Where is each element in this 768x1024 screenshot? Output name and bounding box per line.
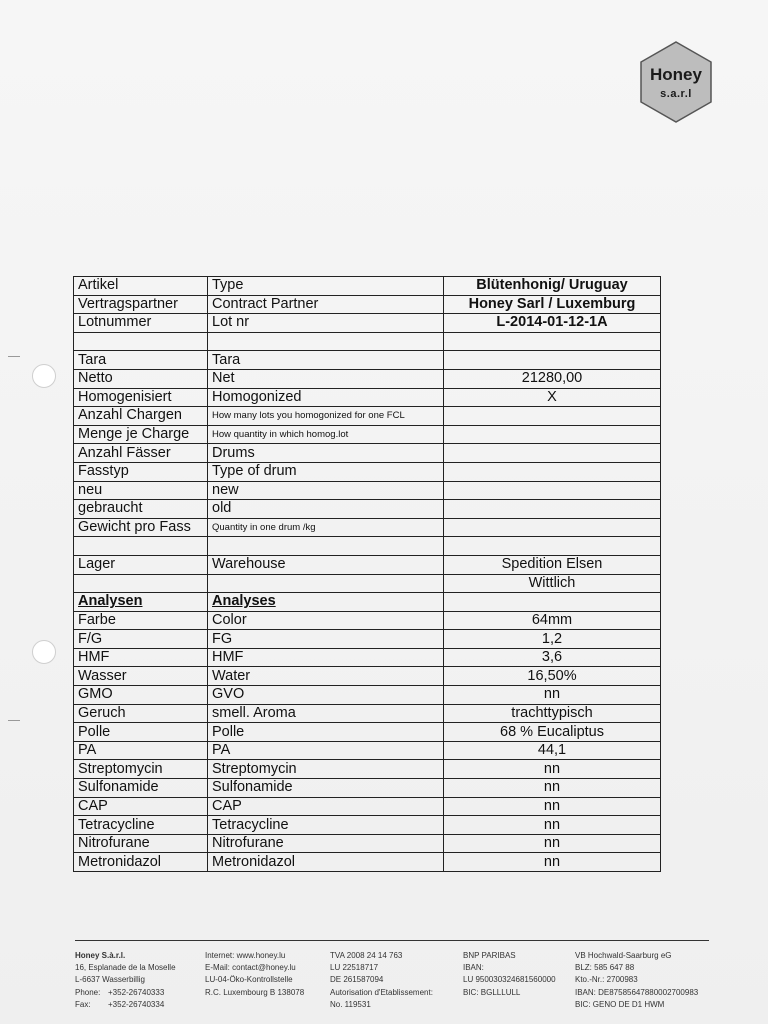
table-row: [74, 277, 661, 296]
table-row: [74, 760, 661, 779]
english-label-cell: Net: [208, 369, 444, 388]
table-row: [74, 407, 661, 426]
de-vat-line: DE 261587094: [330, 975, 384, 985]
spec-table-body: [74, 277, 661, 872]
value-cell: [444, 425, 661, 444]
product-spec-table: [73, 276, 661, 872]
german-label-cell: neu: [74, 481, 208, 500]
value-cell: [444, 351, 661, 370]
german-label-cell: GMO: [74, 686, 208, 705]
german-label-cell: Tetracycline: [74, 816, 208, 835]
table-row: [74, 797, 661, 816]
value-cell: X: [444, 388, 661, 407]
email-line: E-Mail: contact@honey.lu: [205, 963, 296, 973]
german-label-cell: Fasstyp: [74, 462, 208, 481]
fax-number: +352-26740334: [108, 999, 165, 1009]
value-cell: [444, 481, 661, 500]
company-address-line2: L-6637 Wasserbillig: [75, 975, 145, 985]
table-row: [74, 574, 661, 593]
company-address-line1: 16, Esplanade de la Moselle: [75, 963, 176, 973]
english-label-cell: Nitrofurane: [208, 834, 444, 853]
german-label-cell: Lager: [74, 555, 208, 574]
value-cell: nn: [444, 797, 661, 816]
german-label-cell: Vertragspartner: [74, 295, 208, 314]
english-label-cell: CAP: [208, 797, 444, 816]
authorisation-line: Autorisation d'Etablissement:: [330, 987, 433, 997]
english-label-cell: Warehouse: [208, 555, 444, 574]
table-row: [74, 351, 661, 370]
german-label-cell: CAP: [74, 797, 208, 816]
english-label-cell: How many lots you homogonized for one FCL: [208, 407, 444, 426]
table-row: [74, 779, 661, 798]
german-label-cell: Gewicht pro Fass: [74, 518, 208, 537]
german-label-cell: Metronidazol: [74, 853, 208, 872]
value-cell: [444, 407, 661, 426]
german-label-cell: Lotnummer: [74, 314, 208, 333]
english-label-cell: [208, 574, 444, 593]
rc-line: R.C. Luxembourg B 138078: [205, 987, 305, 997]
bank1-bic: BIC: BGLLLULL: [463, 987, 521, 997]
table-row: [74, 369, 661, 388]
english-label-cell: Water: [208, 667, 444, 686]
value-cell: [444, 332, 661, 351]
german-label-cell: HMF: [74, 648, 208, 667]
table-row: [74, 332, 661, 351]
german-label-cell: Sulfonamide: [74, 779, 208, 798]
table-row: [74, 500, 661, 519]
value-cell: [444, 593, 661, 612]
table-row: [74, 295, 661, 314]
english-label-cell: [208, 537, 444, 556]
english-label-cell: Sulfonamide: [208, 779, 444, 798]
table-row: [74, 630, 661, 649]
bank2-kto: Kto.-Nr.: 2700983: [575, 975, 638, 985]
english-label-cell: FG: [208, 630, 444, 649]
table-row: [74, 853, 661, 872]
german-label-cell: Menge je Charge: [74, 425, 208, 444]
english-label-cell: Metronidazol: [208, 853, 444, 872]
value-cell: 16,50%: [444, 667, 661, 686]
value-cell: nn: [444, 853, 661, 872]
footer-legal: [330, 950, 433, 1011]
footer-divider: [75, 940, 709, 941]
company-fax: [75, 999, 176, 1011]
footer-bank-bnp: [463, 950, 556, 999]
english-label-cell: How quantity in which homog.lot: [208, 425, 444, 444]
german-label-cell: Anzahl Chargen: [74, 407, 208, 426]
english-label-cell: Tara: [208, 351, 444, 370]
table-row: [74, 704, 661, 723]
table-row: [74, 648, 661, 667]
english-label-cell: Streptomycin: [208, 760, 444, 779]
value-cell: nn: [444, 760, 661, 779]
table-row: [74, 388, 661, 407]
english-label-cell: Tetracycline: [208, 816, 444, 835]
fax-label: Fax:: [75, 999, 91, 1009]
german-label-cell: Polle: [74, 723, 208, 742]
table-row: [74, 667, 661, 686]
value-cell: [444, 518, 661, 537]
english-label-cell: HMF: [208, 648, 444, 667]
value-cell: Blütenhonig/ Uruguay: [444, 277, 661, 296]
german-label-cell: Netto: [74, 369, 208, 388]
english-label-cell: Homogonized: [208, 388, 444, 407]
english-label-cell: Polle: [208, 723, 444, 742]
logo-subtitle: s.a.r.l: [660, 88, 692, 100]
german-label-cell: F/G: [74, 630, 208, 649]
table-row: [74, 481, 661, 500]
value-cell: nn: [444, 779, 661, 798]
table-row: [74, 555, 661, 574]
german-label-cell: Farbe: [74, 611, 208, 630]
german-label-cell: Wasser: [74, 667, 208, 686]
english-label-cell: [208, 332, 444, 351]
company-name: Honey S.à.r.l.: [75, 951, 126, 960]
table-row: [74, 816, 661, 835]
bank2-blz: BLZ: 585 647 88: [575, 963, 635, 973]
english-label-cell: smell. Aroma: [208, 704, 444, 723]
english-label-cell: PA: [208, 741, 444, 760]
margin-tick: [8, 720, 20, 721]
bank2-iban: IBAN: DE87585647880002700983: [575, 987, 699, 997]
footer-company: [75, 950, 176, 1011]
table-row: [74, 686, 661, 705]
table-row: [74, 723, 661, 742]
german-label-cell: Geruch: [74, 704, 208, 723]
german-label-cell: [74, 574, 208, 593]
english-label-cell: Analyses: [208, 593, 444, 612]
punch-hole-top: [32, 364, 56, 388]
value-cell: 3,6: [444, 648, 661, 667]
logo-name: Honey: [650, 65, 702, 84]
value-cell: nn: [444, 816, 661, 835]
english-label-cell: Drums: [208, 444, 444, 463]
value-cell: 21280,00: [444, 369, 661, 388]
authorisation-number: No. 119531: [330, 999, 371, 1009]
value-cell: [444, 462, 661, 481]
german-label-cell: Tara: [74, 351, 208, 370]
english-label-cell: new: [208, 481, 444, 500]
footer-bank-vb: [575, 950, 698, 1011]
margin-tick: [8, 356, 20, 357]
value-cell: 68 % Eucaliptus: [444, 723, 661, 742]
german-label-cell: [74, 332, 208, 351]
value-cell: [444, 537, 661, 556]
phone-label: Phone:: [75, 987, 101, 997]
company-phone: [75, 987, 176, 999]
internet-line: Internet: www.honey.lu: [205, 951, 286, 960]
english-label-cell: GVO: [208, 686, 444, 705]
english-label-cell: Type of drum: [208, 462, 444, 481]
german-label-cell: Anzahl Fässer: [74, 444, 208, 463]
bank1-name: BNP PARIBAS: [463, 951, 516, 960]
table-row: [74, 537, 661, 556]
german-label-cell: PA: [74, 741, 208, 760]
value-cell: 64mm: [444, 611, 661, 630]
german-label-cell: Nitrofurane: [74, 834, 208, 853]
tva-line: TVA 2008 24 14 763: [330, 951, 403, 960]
company-logo: [634, 40, 718, 124]
table-row: [74, 593, 661, 612]
table-row: [74, 611, 661, 630]
german-label-cell: Streptomycin: [74, 760, 208, 779]
table-row: [74, 518, 661, 537]
value-cell: 44,1: [444, 741, 661, 760]
footer-contact: [205, 950, 304, 999]
english-label-cell: Lot nr: [208, 314, 444, 333]
value-cell: 1,2: [444, 630, 661, 649]
bank2-bic: BIC: GENO DE D1 HWM: [575, 999, 665, 1009]
german-label-cell: [74, 537, 208, 556]
value-cell: [444, 500, 661, 519]
value-cell: Wittlich: [444, 574, 661, 593]
german-label-cell: Artikel: [74, 277, 208, 296]
table-row: [74, 834, 661, 853]
english-label-cell: Color: [208, 611, 444, 630]
english-label-cell: Type: [208, 277, 444, 296]
lu-vat-line: LU 22518717: [330, 963, 379, 973]
value-cell: [444, 444, 661, 463]
phone-number: +352-26740333: [108, 987, 165, 997]
value-cell: trachttypisch: [444, 704, 661, 723]
punch-hole-bottom: [32, 640, 56, 664]
table-row: [74, 314, 661, 333]
german-label-cell: gebraucht: [74, 500, 208, 519]
table-row: [74, 444, 661, 463]
table-row: [74, 462, 661, 481]
value-cell: Honey Sarl / Luxemburg: [444, 295, 661, 314]
english-label-cell: Quantity in one drum /kg: [208, 518, 444, 537]
bank2-name: VB Hochwald-Saarburg eG: [575, 951, 672, 960]
table-row: [74, 425, 661, 444]
value-cell: nn: [444, 686, 661, 705]
value-cell: nn: [444, 834, 661, 853]
table-row: [74, 741, 661, 760]
control-body-line: LU-04-Öko-Kontrollstelle: [205, 975, 293, 985]
german-label-cell: Analysen: [74, 593, 208, 612]
value-cell: L-2014-01-12-1A: [444, 314, 661, 333]
bank1-iban: LU 950030324681560000: [463, 975, 556, 985]
german-label-cell: Homogenisiert: [74, 388, 208, 407]
english-label-cell: Contract Partner: [208, 295, 444, 314]
bank1-iban-label: IBAN:: [463, 963, 484, 973]
english-label-cell: old: [208, 500, 444, 519]
value-cell: Spedition Elsen: [444, 555, 661, 574]
